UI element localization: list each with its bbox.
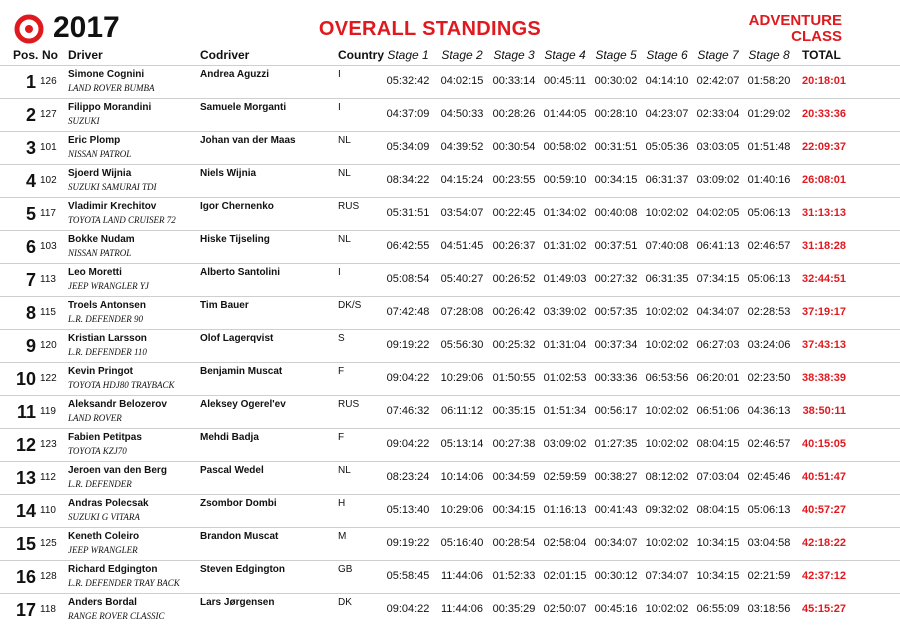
table-row [0,527,900,560]
stage-time-5: 00:40:08 [594,207,638,219]
country: M [338,531,347,542]
stage-time-4: 03:09:02 [543,438,587,450]
vehicle-name: TOYOTA HDJ80 TRAYBACK [68,380,175,390]
codriver-name: Benjamin Muscat [200,366,283,377]
stage-time-3: 00:28:26 [492,108,536,120]
codriver-name: Niels Wijnia [200,168,257,179]
stage-time-5: 00:34:15 [594,174,638,186]
position: 3 [25,138,36,158]
driver-name: Eric Plomp [68,135,121,146]
stage-time-7: 03:03:05 [696,141,740,153]
stage-time-8: 01:51:48 [747,141,791,153]
stage-time-2: 10:29:06 [440,504,484,516]
stage-time-3: 00:26:37 [492,240,536,252]
stage-time-3: 00:25:32 [492,339,536,351]
stage-time-6: 07:40:08 [645,240,689,252]
total-time: 42:18:22 [801,537,846,549]
stage-time-7: 10:34:15 [696,537,740,549]
driver-name: Aleksandr Belozerov [68,399,167,410]
stage-time-3: 00:35:15 [492,405,536,417]
stage-time-4: 01:02:53 [543,372,587,384]
position: 16 [15,567,36,587]
stage-time-5: 00:28:10 [594,108,638,120]
header-stage-5: Stage 5 [595,48,637,62]
stage-time-1: 05:58:45 [386,570,430,582]
header-no: No [42,48,58,62]
stage-time-8: 03:24:06 [747,339,791,351]
table-row [0,230,900,263]
vehicle-name: NISSAN PATROL [68,248,132,258]
stage-time-7: 04:34:07 [696,306,740,318]
stage-time-8: 02:28:53 [747,306,791,318]
country: I [338,102,341,113]
stage-time-3: 00:23:55 [492,174,536,186]
stage-time-7: 06:51:06 [696,405,740,417]
stage-time-2: 11:44:06 [440,570,483,582]
stage-time-4: 01:49:03 [543,273,587,285]
stage-time-3: 00:35:29 [492,603,536,615]
driver-name: Bokke Nudam [68,234,135,245]
stage-time-2: 06:11:12 [440,405,483,417]
total-time: 40:15:05 [801,438,846,450]
stage-time-4: 01:51:34 [543,405,587,417]
total-time: 20:18:01 [801,75,846,87]
country: RUS [338,201,360,212]
position: 6 [25,237,36,257]
total-time: 42:37:12 [801,570,846,582]
vehicle-name: RANGE ROVER CLASSIC [68,611,165,621]
header-stage-3: Stage 3 [493,48,535,62]
stage-time-6: 04:14:10 [645,75,689,87]
header-stage-4: Stage 4 [544,48,586,62]
stage-time-7: 03:09:02 [696,174,740,186]
stage-time-6: 07:34:07 [645,570,689,582]
header-stage-1: Stage 1 [387,48,429,62]
table-row [0,329,900,362]
stage-time-5: 00:41:43 [594,504,638,516]
stage-time-2: 05:13:14 [440,438,484,450]
stage-time-4: 03:39:02 [543,306,587,318]
year: 2017 [53,11,120,44]
stage-time-6: 10:02:02 [645,306,689,318]
driver-name: Keneth Coleiro [68,531,140,542]
table-row [0,362,900,395]
position: 15 [15,534,36,554]
driver-name: Vladimir Krechitov [68,201,157,212]
driver-name: Anders Bordal [68,597,137,608]
table-row [0,98,900,131]
stage-time-7: 06:41:13 [696,240,740,252]
car-number: 123 [40,439,57,450]
total-time: 26:08:01 [801,174,846,186]
car-number: 125 [40,538,57,549]
stage-time-7: 08:04:15 [696,438,740,450]
stage-time-3: 00:34:59 [492,471,536,483]
country: NL [338,234,351,245]
stage-time-5: 00:27:32 [594,273,638,285]
vehicle-name: SUZUKI G VITARA [68,512,140,522]
stage-time-8: 05:06:13 [747,273,791,285]
stage-time-5: 00:57:35 [594,306,638,318]
vehicle-name: JEEP WRANGLER YJ [68,281,149,291]
car-number: 122 [40,373,57,384]
stage-time-4: 00:59:10 [543,174,587,186]
stage-time-4: 00:58:02 [543,141,587,153]
stage-time-2: 04:15:24 [440,174,484,186]
position: 7 [25,270,36,290]
stage-time-6: 09:32:02 [645,504,689,516]
header-total: TOTAL [802,48,841,62]
stage-time-2: 11:44:06 [440,603,483,615]
stage-time-8: 05:06:13 [747,504,791,516]
vehicle-name: LAND ROVER [68,413,122,423]
stage-time-8: 05:06:13 [747,207,791,219]
driver-name: Jeroen van den Berg [68,465,167,476]
vehicle-name: SUZUKI [68,116,100,126]
stage-time-7: 10:34:15 [696,570,740,582]
position: 14 [15,501,36,521]
driver-name: Sjoerd Wijnia [68,168,132,179]
table-row [0,131,900,164]
country: F [338,432,345,443]
codriver-name: Alberto Santolini [200,267,280,278]
vehicle-name: L.R. DEFENDER [68,479,132,489]
table-row [0,560,900,593]
header-codriver: Codriver [200,48,250,62]
stage-time-6: 10:02:02 [645,537,689,549]
driver-name: Kristian Larsson [68,333,147,344]
header-pos: Pos. [13,48,39,62]
stage-time-6: 04:23:07 [645,108,689,120]
country: S [338,333,345,344]
car-number: 110 [40,505,56,516]
country: H [338,498,346,509]
stage-time-6: 10:02:02 [645,207,689,219]
header-stage-6: Stage 6 [646,48,688,62]
driver-name: Simone Cognini [68,69,145,80]
stage-time-6: 08:12:02 [645,471,689,483]
stage-time-8: 01:40:16 [747,174,791,186]
codriver-name: Tim Bauer [200,300,249,311]
stage-time-3: 00:26:52 [492,273,536,285]
table-row [0,593,900,626]
class-line-2: CLASS [791,28,842,45]
position: 4 [25,171,36,191]
driver-name: Troels Antonsen [68,300,146,311]
total-time: 37:19:17 [801,306,846,318]
car-number: 112 [40,472,56,483]
codriver-name: Lars Jørgensen [200,597,275,608]
driver-name: Leo Moretti [68,267,122,278]
total-time: 40:57:27 [801,504,846,516]
stage-time-1: 04:37:09 [386,108,430,120]
header-driver: Driver [68,48,103,62]
stage-time-8: 01:58:20 [747,75,791,87]
codriver-name: Johan van der Maas [200,135,296,146]
stage-time-3: 00:22:45 [492,207,536,219]
stage-time-2: 10:29:06 [440,372,484,384]
stage-time-1: 05:31:51 [386,207,430,219]
header-stage-8: Stage 8 [748,48,790,62]
car-number: 102 [40,175,57,186]
driver-name: Richard Edgington [68,564,158,575]
country: I [338,69,341,80]
stage-time-7: 02:33:04 [696,108,740,120]
stage-time-6: 06:31:37 [645,174,689,186]
total-time: 40:51:47 [801,471,846,483]
country: DK [338,597,352,608]
stage-time-2: 04:50:33 [440,108,484,120]
stage-time-5: 00:33:36 [594,372,638,384]
stage-time-7: 02:42:07 [696,75,740,87]
stage-time-3: 00:33:14 [492,75,536,87]
stage-time-3: 01:50:55 [492,372,536,384]
stage-time-6: 06:53:56 [645,372,689,384]
stage-time-6: 10:02:02 [645,339,689,351]
car-number: 113 [40,274,56,285]
stage-time-2: 04:39:52 [440,141,484,153]
codriver-name: Zsombor Dombi [200,498,277,509]
stage-time-8: 02:46:57 [747,438,791,450]
table-row [0,461,900,494]
codriver-name: Andrea Aguzzi [200,69,270,80]
position: 12 [15,435,36,455]
stage-time-1: 09:19:22 [386,339,430,351]
stage-time-1: 07:42:48 [386,306,430,318]
total-time: 45:15:27 [801,603,846,615]
table-row [0,296,900,329]
stage-time-7: 06:55:09 [696,603,740,615]
country: NL [338,168,351,179]
stage-time-6: 10:02:02 [645,405,689,417]
table-row [0,395,900,428]
stage-time-8: 02:46:57 [747,240,791,252]
stage-time-4: 01:34:02 [543,207,587,219]
total-time: 32:44:51 [801,273,846,285]
driver-name: Fabien Petitpas [68,432,142,443]
stage-time-5: 00:38:27 [594,471,638,483]
country: I [338,267,341,278]
vehicle-name: SUZUKI SAMURAI TDI [68,182,157,192]
position: 11 [16,402,36,422]
stage-time-3: 00:28:54 [492,537,536,549]
stage-time-1: 05:13:40 [386,504,430,516]
driver-name: Kevin Pringot [68,366,134,377]
total-time: 37:43:13 [801,339,846,351]
stage-time-2: 03:54:07 [440,207,484,219]
position: 17 [15,600,36,620]
stage-time-4: 02:59:59 [543,471,587,483]
vehicle-name: TOYOTA LAND CRUISER 72 [68,215,176,225]
stage-time-1: 07:46:32 [386,405,430,417]
position: 9 [25,336,36,356]
car-number: 118 [40,604,56,615]
driver-name: Andras Polecsak [68,498,149,509]
stage-time-2: 05:56:30 [440,339,484,351]
stage-time-7: 06:27:03 [696,339,740,351]
codriver-name: Olof Lagerqvist [200,333,274,344]
stage-time-6: 06:31:35 [645,273,689,285]
total-time: 31:18:28 [801,240,846,252]
stage-time-8: 03:18:56 [747,603,791,615]
car-number: 120 [40,340,57,351]
country: RUS [338,399,360,410]
stage-time-5: 00:31:51 [594,141,638,153]
stage-time-2: 10:14:06 [440,471,484,483]
stage-time-7: 06:20:01 [696,372,740,384]
total-time: 38:50:11 [802,405,846,417]
stage-time-3: 00:27:38 [492,438,536,450]
stage-time-4: 00:45:11 [543,75,586,87]
stage-time-3: 00:34:15 [492,504,536,516]
stage-time-7: 08:04:15 [696,504,740,516]
vehicle-name: TOYOTA KZJ70 [68,446,127,456]
stage-time-8: 04:36:13 [747,405,791,417]
stage-time-7: 04:02:05 [696,207,740,219]
stage-time-5: 00:34:07 [594,537,638,549]
stage-time-4: 02:01:15 [543,570,587,582]
stage-time-1: 05:34:09 [386,141,430,153]
vehicle-name: LAND ROVER BUMBA [68,83,155,93]
stage-time-8: 02:21:59 [747,570,791,582]
stage-time-2: 04:02:15 [440,75,484,87]
position: 2 [25,105,36,125]
country: NL [338,465,351,476]
car-number: 127 [40,109,57,120]
car-number: 126 [40,76,57,87]
table-row [0,197,900,230]
stage-time-1: 09:04:22 [386,603,430,615]
stage-time-4: 01:31:02 [543,240,587,252]
stage-time-5: 00:45:16 [594,603,638,615]
header-stage-7: Stage 7 [697,48,739,62]
car-number: 115 [40,307,56,318]
stage-time-1: 08:23:24 [386,471,430,483]
table-row [0,494,900,527]
total-time: 38:38:39 [801,372,846,384]
position: 10 [15,369,36,389]
stage-time-2: 04:51:45 [440,240,484,252]
codriver-name: Hiske Tijseling [200,234,270,245]
stage-time-3: 00:26:42 [492,306,536,318]
codriver-name: Steven Edgington [200,564,285,575]
stage-time-1: 09:19:22 [386,537,430,549]
car-number: 128 [40,571,57,582]
codriver-name: Pascal Wedel [200,465,264,476]
car-number: 101 [40,142,57,153]
stage-time-8: 01:29:02 [747,108,791,120]
stage-time-1: 09:04:22 [386,438,430,450]
stage-time-5: 00:30:12 [594,570,638,582]
codriver-name: Aleksey Ogerel'ev [200,399,286,410]
stage-time-4: 02:50:07 [543,603,587,615]
stage-time-2: 05:40:27 [440,273,484,285]
table-row [0,164,900,197]
stage-time-6: 10:02:02 [645,603,689,615]
stage-time-2: 05:16:40 [440,537,484,549]
stage-time-2: 07:28:08 [440,306,484,318]
codriver-name: Igor Chernenko [200,201,274,212]
stage-time-4: 01:44:05 [543,108,587,120]
standings-table [0,65,900,626]
stage-time-7: 07:34:15 [696,273,740,285]
codriver-name: Mehdi Badja [200,432,259,443]
position: 1 [25,72,36,92]
car-number: 103 [40,241,57,252]
table-row [0,65,900,98]
stage-time-4: 01:16:13 [543,504,587,516]
vehicle-name: L.R. DEFENDER 90 [68,314,143,324]
stage-time-5: 00:37:51 [594,240,638,252]
stage-time-1: 05:08:54 [386,273,430,285]
country: GB [338,564,353,575]
stage-time-8: 02:45:46 [747,471,791,483]
position: 5 [25,204,36,224]
stage-time-1: 09:04:22 [386,372,430,384]
country: NL [338,135,351,146]
vehicle-name: NISSAN PATROL [68,149,132,159]
vehicle-name: L.R. DEFENDER 110 [68,347,147,357]
stage-time-1: 05:32:42 [386,75,430,87]
total-time: 31:13:13 [801,207,846,219]
car-number: 117 [40,208,56,219]
car-number: 119 [40,406,56,417]
stage-time-5: 00:56:17 [594,405,638,417]
stage-time-8: 03:04:58 [747,537,791,549]
stage-time-4: 01:31:04 [543,339,587,351]
stage-time-7: 07:03:04 [696,471,740,483]
driver-name: Filippo Morandini [68,102,152,113]
stage-time-1: 06:42:55 [386,240,430,252]
stage-time-5: 00:37:34 [594,339,638,351]
total-time: 20:33:36 [801,108,846,120]
country: F [338,366,345,377]
table-row [0,428,900,461]
stage-time-8: 02:23:50 [747,372,791,384]
header-stage-2: Stage 2 [441,48,483,62]
vehicle-name: L.R. DEFENDER TRAY BACK [68,578,180,588]
position: 13 [15,468,36,488]
codriver-name: Samuele Morganti [200,102,287,113]
stage-time-3: 00:30:54 [492,141,536,153]
class-line-1: ADVENTURE [748,12,842,29]
stage-time-3: 01:52:33 [492,570,536,582]
total-time: 22:09:37 [801,141,846,153]
country: DK/S [338,300,362,311]
stage-time-4: 02:58:04 [543,537,587,549]
class-title [749,13,842,45]
stage-time-6: 05:05:36 [645,141,689,153]
page-title: OVERALL STANDINGS [318,18,542,40]
stage-time-5: 00:30:02 [594,75,638,87]
stage-time-1: 08:34:22 [386,174,430,186]
stage-time-6: 10:02:02 [645,438,689,450]
position: 8 [25,303,36,323]
header-country: Country [338,48,384,62]
vehicle-name: JEEP WRANGLER [68,545,138,555]
codriver-name: Brandon Muscat [200,531,279,542]
stage-time-5: 01:27:35 [594,438,638,450]
table-row [0,263,900,296]
